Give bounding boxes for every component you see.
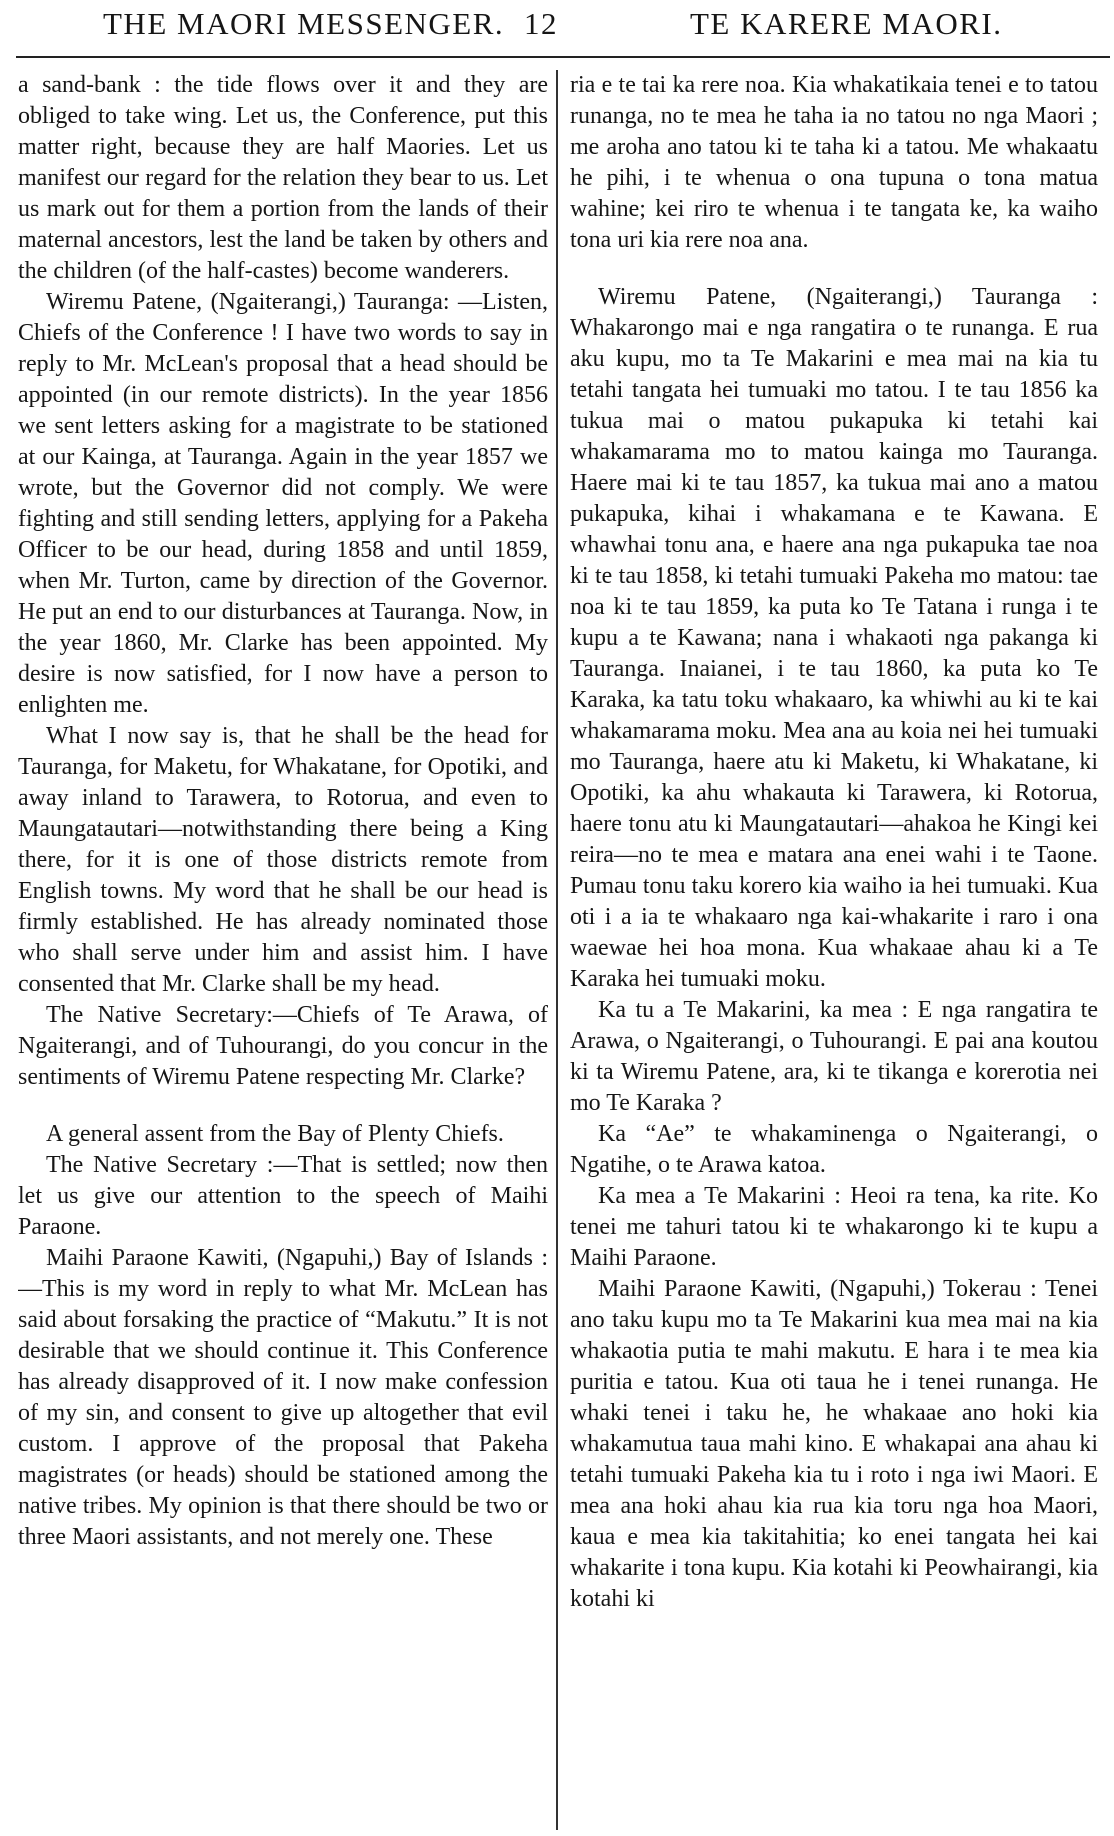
english-paragraph: Maihi Paraone Kawiti, (Ngapuhi,) Bay of Islands :—This is my word in reply to what Mr. McLean has said about forsaking the practice of “Makutu.” It is not desirable that we should continue it. This Conference has already disapproved of it. I now make confession of my sin, and consent to give up altogether that evil custom. I approve of the proposal that Pakeha magistrates (or heads) should be stationed among the native tribes. My opinion is that there should be two or three Maori assistants, and not merely one. These bbox=[18, 1245, 548, 1550]
header-rule bbox=[16, 56, 1110, 58]
page-header bbox=[0, 0, 1114, 56]
page-number: 12 bbox=[524, 6, 558, 41]
english-paragraph: A general assent from the Bay of Plenty Chiefs. bbox=[46, 1121, 504, 1147]
maori-paragraph: Wiremu Patene, (Ngaiterangi,) Tauranga : Whakarongo mai e nga rangatira o te runanga. E rua aku kupu, mo ta Te Makarini e mea mai na kia tu tetahi tangata hei tumuaki mo tatou. I te tau 1856 ka tukua mai o matou pukapuka ki tetahi kai whakamarama mo to matou kainga mo Tauranga. Haere mai ki te tau 1857, ka tukua mai ano a matou pukapuka, kihai i whakamana e te Kawana. E whawhai tonu ana, e haere ana nga pukapuka tae noa ki te tau 1858, ki tetahi tumuaki Pakeha mo matou: tae noa ki te tau 1859, ka puta ko Te Tatana i runga i te kupu a te Kawana; nana i whakaoti nga pakanga ki Tauranga. Inaianei, i te tau 1860, ka puta ko Te Karaka, ka tatu toku whakaaro, ka whiwhi au ki te kai whakamarama moku. Mea ana au koia nei hei tumuaki mo Tauranga, haere atu ki Maketu, ki Whakatane, ki Opotiki, ka ahu whakauta ki Tarawera, ki Rotorua, haere tonu atu ki Maungatautari—ahakoa he Kingi kei reira—no te mea e matara ana enei wahi i te Taone. Pumau tonu taku korero kia waiho ia hei tumuaki. Kua oti i a ia te whakaaro nga kai-whakarite i raro i ona waewae hei hoa mona. Kua whakaae ahau ki a Te Karaka hei tumuaki moku. bbox=[570, 284, 1098, 992]
english-paragraph: The Native Secretary :—That is settled; now then let us give our attention to the speech of Maihi Paraone. bbox=[18, 1152, 548, 1240]
column-divider bbox=[556, 70, 558, 1830]
maori-paragraph: Ka “Ae” te whakaminenga o Ngaiterangi, o Ngatihe, o te Arawa katoa. bbox=[570, 1121, 1098, 1178]
english-paragraph: a sand-bank : the tide flows over it and they are obliged to take wing. Let us, the Conference, put this matter right, because they are half Maories. Let us manifest our regard for the relation they bear to us. Let us mark out for them a portion from the lands of their maternal ancestors, lest the land be taken by others and the children (of the half-castes) become wanderers. bbox=[18, 72, 548, 284]
masthead-english: THE MAORI MESSENGER. bbox=[103, 6, 505, 41]
maori-paragraph: Maihi Paraone Kawiti, (Ngapuhi,) Tokerau : Tenei ano taku kupu mo ta Te Makarini kua mea mai na kia whakaotia putia te mahi makutu. E hara i te mea kia puritia e tatou. Kua oti taua he i tenei runanga. He whaki tenei i taku he, he whakaae ano hoki kia whakamutua taua mahi kino. E whakapai ana ahau ki tetahi tumuaki Pakeha kia tu i roto i nga iwi Maori. E mea ana hoki ahau kia rua kia toru nga hoa Maori, kaua e mea kia takitahitia; ko enei tangata hei kai whakarite i tona kupu. Kia kotahi ki Peowhairangi, kia kotahi ki bbox=[570, 1276, 1098, 1612]
maori-paragraph: ria e te tai ka rere noa. Kia whakatikaia tenei e to tatou runanga, no te mea he taha ia no tatou no nga Maori ; me aroha ano tatou ki te taha ki a tatou. Me whakaatu he pihi, i te whenua o ona tupuna o tona matua wahine; kei riro te whenua i te tangata ke, ka waiho tona uri kia rere noa ana. bbox=[570, 72, 1098, 253]
maori-paragraph: Ka tu a Te Makarini, ka mea : E nga rangatira te Arawa, o Ngaiterangi, o Tuhourangi. E pai ana koutou ki ta Wiremu Patene, ara, ki te tikanga e korerotia nei mo Te Karaka ? bbox=[570, 997, 1098, 1116]
maori-paragraph: Ka mea a Te Makarini : Heoi ra tena, ka rite. Ko tenei me tahuri tatou ki te whakarongo ki te kupu a Maihi Paraone. bbox=[570, 1183, 1098, 1271]
english-paragraph: Wiremu Patene, (Ngaiterangi,) Tauranga: —Listen, Chiefs of the Conference ! I have two words to say in reply to Mr. McLean's proposal that a head should be appointed (in our remote districts). In the year 1856 we sent letters asking for a magistrate to be stationed at our Kainga, at Tauranga. Again in the year 1857 we wrote, but the Governor did not comply. We were fighting and still sending letters, applying for a Pakeha Officer to be our head, during 1858 and until 1859, when Mr. Turton, came by direction of the Governor. He put an end to our disturbances at Tauranga. Now, in the year 1860, Mr. Clarke has been appointed. My desire is now satisfied, for I now have a person to enlighten me. bbox=[18, 289, 548, 718]
english-paragraph: The Native Secretary:—Chiefs of Te Arawa, of Ngaiterangi, and of Tuhourangi, do you concur in the sentiments of Wiremu Patene respecting Mr. Clarke? bbox=[18, 1002, 548, 1090]
english-paragraph: What I now say is, that he shall be the head for Tauranga, for Maketu, for Whakatane, for Opotiki, and away inland to Tarawera, to Rotorua, and even to Maungatautari—notwithstanding there being a King there, for it is one of those districts remote from English towns. My word that he shall be our head is firmly established. He has already nominated those who shall serve under him and assist him. I have consented that Mr. Clarke shall be my head. bbox=[18, 723, 548, 997]
english-column bbox=[18, 70, 548, 1830]
masthead-maori: TE KARERE MAORI. bbox=[690, 6, 1003, 41]
maori-column bbox=[570, 70, 1098, 1830]
